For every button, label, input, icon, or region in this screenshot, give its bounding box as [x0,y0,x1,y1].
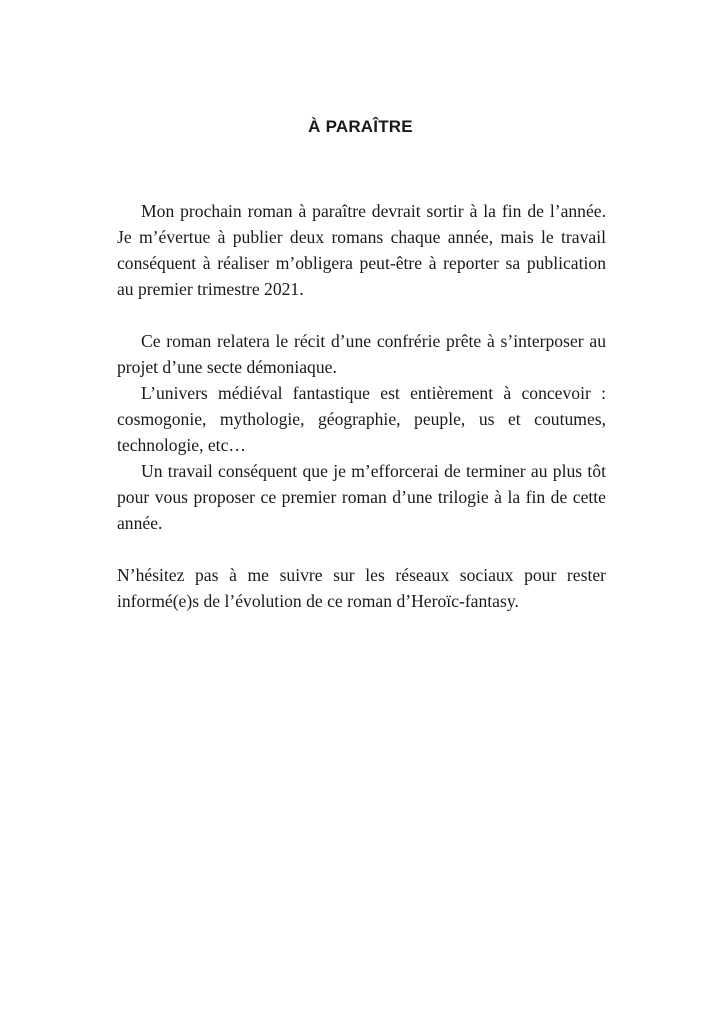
paragraph-spacer [117,302,606,328]
document-body [117,198,606,614]
paragraph-work: Un travail conséquent que je m’efforcerai de terminer au plus tôt pour vous proposer ce premier roman d’une trilogie à la fin de cette année. [117,461,606,533]
paragraph-spacer [117,536,606,562]
paragraph-social: N’hésitez pas à me suivre sur les réseaux sociaux pour rester informé(e)s de l’évolution de ce roman d’Heroïc-fantasy. [117,565,606,611]
page-title: À PARAÎTRE [308,117,413,136]
paragraph-synopsis: Ce roman relatera le récit d’une confrérie prête à s’interposer au projet d’une secte démoniaque. [117,331,606,377]
paragraph-announcement: Mon prochain roman à paraître devrait sortir à la fin de l’année. Je m’évertue à publier deux romans chaque année, mais le travail conséquent à réaliser m’obligera peut-être à reporter sa publication au premier trimestre 2021. [117,201,606,299]
paragraph-universe: L’univers médiéval fantastique est entièrement à concevoir : cosmogonie, mythologie, géographie, peuple, us et coutumes, technologie, etc… [117,383,606,455]
